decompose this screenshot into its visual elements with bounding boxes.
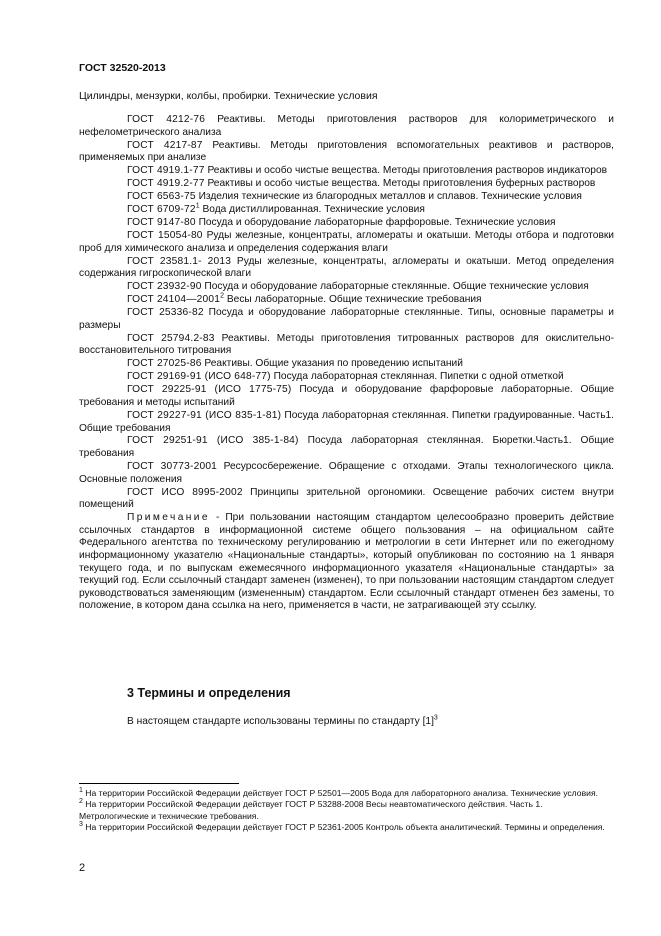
reference-title: Весы лабораторные. Общие технические требования: [224, 294, 482, 306]
note-text: - При пользовании настоящим стандартом целесообразно проверить действие ссылочных стандартов в информационной системе общего пользования – на официальном сайте Федерального агентства по техническому регулированию и метрологии в сети Интернет или по ежегодному информационному указателю «Национальные стандарты», который опубликован по состоянию на 1 января текущего года, и по выпускам ежемесячного информационного указателя «Национальные стандарты» за текущий год. Если ссылочный стандарт заменен (изменен), то при пользовании настоящим стандартом следует руководствоваться заменяющим (измененным) стандартом. Если ссылочный стандарт отменен без замены, то положение, в котором дана ссылка на него, применяется в части, не затрагивающей эту ссылку.: [79, 512, 614, 612]
reference-code: ГОСТ 23581.1- 2013: [127, 255, 232, 267]
reference-code: ГОСТ 6709-72: [127, 204, 196, 216]
reference-title: Реактивы. Методы приготовления вспомогательных реактивов и растворов, применяемых при анализе: [79, 139, 614, 164]
reference-code: ГОСТ 27025-86: [127, 358, 202, 370]
reference-title: Вода дистиллированная. Технические условия: [199, 204, 425, 216]
footnotes: [79, 788, 614, 834]
reference-item: [79, 191, 614, 204]
reference-title: Посуда и оборудование лабораторные стеклянные. Общие технические условия: [201, 281, 589, 293]
page-number: 2: [79, 862, 86, 874]
reference-title: Ресурсосбережение. Обращение с отходами. Этапы технологического цикла. Основные положения: [79, 461, 615, 485]
reference-title: Реактивы и особо чистые вещества. Методы приготовления буферных растворов: [204, 178, 596, 190]
reference-code: ГОСТ ИСО 8995-2002: [127, 486, 243, 498]
footnote-mark: 2: [79, 798, 83, 806]
reference-title: Реактивы. Методы приготовления титрованных растворов для окислительно-восстановительного титрования: [79, 332, 614, 357]
reference-title: Изделия технические из благородных металлов и сплавов. Технические условия: [195, 191, 582, 203]
reference-code: ГОСТ 29251-91 (ИСО 385-1-84): [127, 435, 299, 447]
reference-code: ГОСТ 4212-76: [127, 114, 206, 125]
reference-title: Принципы зрительной оргономики. Освещение рабочих систем внутри помещений: [79, 486, 614, 511]
reference-item: [79, 487, 614, 512]
reference-item: [79, 281, 614, 294]
reference-item: [79, 371, 614, 384]
reference-item: [79, 358, 614, 371]
reference-code: ГОСТ 6563-75: [127, 191, 196, 203]
reference-title: Посуда и оборудование лабораторные стеклянные. Типы, основные параметры и размеры: [79, 307, 615, 331]
reference-code: ГОСТ 15054-80: [127, 230, 203, 242]
reference-item: [79, 384, 614, 409]
reference-item: [79, 217, 614, 230]
note-label: Примечание: [127, 512, 210, 524]
reference-item: [79, 461, 614, 486]
section-title: 3 Термины и определения: [127, 686, 291, 700]
footnote-ref: 2: [220, 292, 225, 300]
reference-item: [79, 165, 614, 178]
document-header: ГОСТ 32520-2013: [79, 62, 166, 74]
footnote-mark: 1: [79, 787, 83, 795]
reference-title: Реактивы. Методы приготовления растворов для колориметрического и нефелометрического анализа: [79, 114, 614, 138]
note-paragraph: [79, 512, 614, 613]
section-text: [127, 716, 438, 727]
reference-code: ГОСТ 29225-91 (ИСО 1775-75): [127, 384, 292, 396]
reference-item: [79, 307, 614, 332]
footnote-text: На территории Российской Федерации действует ГОСТ Р 52501—2005 Вода для лабораторного анализа. Технические условия.: [82, 788, 598, 798]
reference-item: [79, 294, 614, 307]
reference-code: ГОСТ 4919.2-77: [127, 178, 205, 190]
footnote-ref: 1: [195, 202, 200, 210]
section-text-body: В настоящем стандарте использованы термины по стандарту [1]: [127, 716, 434, 727]
normative-references: [79, 114, 614, 613]
reference-title: Посуда лабораторная стеклянная. Бюретки.Часть1. Общие требования: [79, 435, 614, 460]
footnote-text: На территории Российской Федерации действует ГОСТ Р 53288-2008 Весы неавтоматического действия. Часть 1. Метрологические и технические требования.: [79, 799, 543, 821]
reference-code: ГОСТ 29227-91 (ИСО 835-1-81): [127, 409, 282, 421]
footnote-mark: 3: [79, 821, 83, 829]
footnote-text: На территории Российской Федерации действует ГОСТ Р 52361-2005 Контроль объекта аналитический. Термины и определения.: [82, 822, 605, 833]
reference-code: ГОСТ 4217-87: [127, 139, 203, 151]
footnote-item: [79, 799, 614, 822]
footnote-ref: 3: [433, 714, 438, 722]
reference-item: [79, 333, 614, 358]
reference-code: ГОСТ 25336-82: [127, 307, 204, 319]
reference-code: ГОСТ 25794.2-83: [127, 332, 215, 344]
reference-title: Руды железные, концентраты, агломераты и окатыши. Методы отбора и подготовки проб для химического анализа и определения содержания влаги: [79, 230, 614, 254]
reference-title: Реактивы. Общие указания по проведению испытаний: [201, 358, 463, 370]
document-subject: Цилиндры, мензурки, колбы, пробирки. Технические условия: [79, 90, 378, 102]
reference-code: ГОСТ 24104—2001: [127, 294, 221, 306]
reference-item: [79, 256, 614, 281]
reference-item: [79, 204, 614, 217]
reference-item: [79, 230, 614, 255]
reference-title: Посуда и оборудование фарфоровые лабораторные. Общие требования и методы испытаний: [79, 384, 615, 408]
reference-item: [79, 410, 614, 435]
footnote-divider: [79, 783, 239, 784]
reference-title: Посуда лабораторная стеклянная. Пипетки с одной отметкой: [270, 371, 564, 383]
footnote-item: [79, 822, 614, 833]
reference-code: ГОСТ 30773-2001: [127, 461, 218, 473]
reference-title: Реактивы и особо чистые вещества. Методы приготовления растворов индикаторов: [204, 165, 608, 177]
reference-title: Руды железные, концентраты, агломераты и окатыши. Метод определения содержания гигроскопической влаги: [79, 255, 614, 280]
reference-item: [79, 435, 614, 460]
reference-item: [79, 178, 614, 191]
reference-item: [79, 114, 614, 139]
reference-title: Посуда и оборудование лабораторные фарфоровые. Технические условия: [195, 217, 556, 229]
reference-code: ГОСТ 29169-91 (ИСО 648-77): [127, 371, 271, 383]
reference-item: [79, 140, 614, 165]
reference-code: ГОСТ 4919.1-77: [127, 165, 205, 177]
reference-title: Посуда лабораторная стеклянная. Пипетки градуированные. Часть1. Общие требования: [79, 409, 614, 434]
reference-code: ГОСТ 23932-90: [127, 281, 202, 293]
footnote-item: [79, 788, 614, 799]
reference-code: ГОСТ 9147-80: [127, 217, 196, 229]
